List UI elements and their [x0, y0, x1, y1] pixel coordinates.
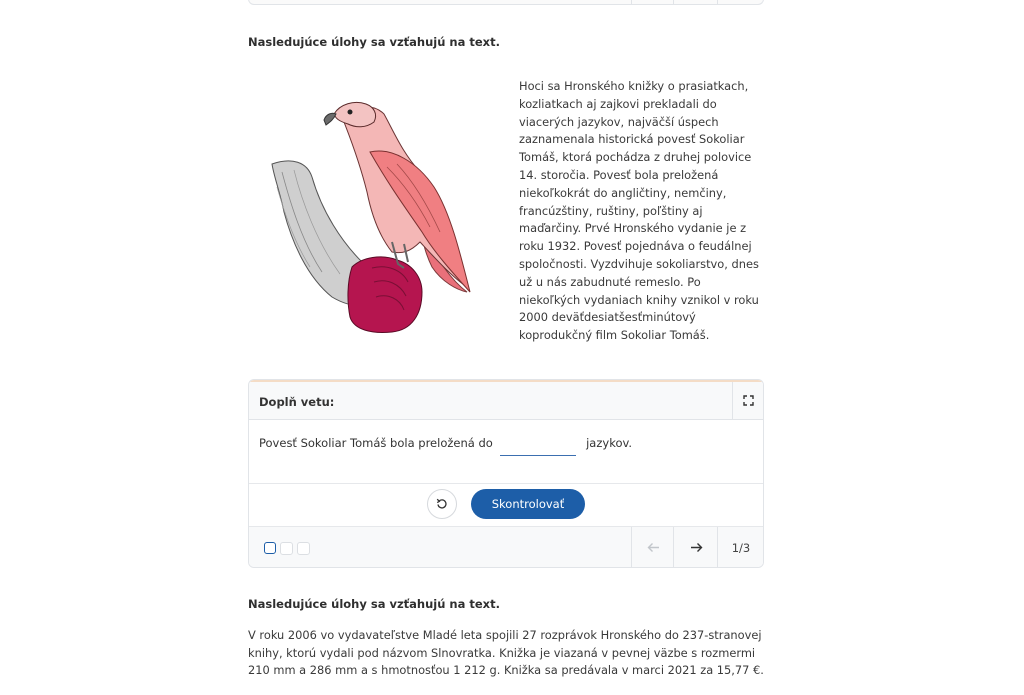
reset-button[interactable]	[427, 489, 457, 519]
sentence-after: jazykov.	[586, 436, 633, 450]
section-heading: Nasledujúce úlohy sa vzťahujú na text.	[248, 597, 500, 611]
falcon-on-glove-illustration	[262, 92, 492, 342]
exercise-header	[249, 382, 763, 420]
second-paragraph: V roku 2006 vo vydavateľstve Mladé leta spojili 27 rozprávok Hronského do 237-stranovej knihy, ktorú vydali pod názvom Slnovratka. Knižka je viazaná v pevnej väzbe s rozmermi 210 mm a 286 mm a s hmotnosťou 1 212 g. Knižka sa predávala v marci 2021 za 15,77 €.	[248, 628, 764, 678]
progress-dots	[264, 542, 310, 555]
arrow-right-icon	[690, 542, 703, 553]
page-indicator: 1/3	[717, 527, 764, 568]
section-heading: Nasledujúce úlohy sa vzťahujú na text.	[248, 35, 500, 49]
intro-paragraph: Hoci sa Hronského knižky o prasiatkach, kozliatkach aj zajkovi prekladali do viacerých jazykov, najväčší úspech zaznamenala historická povesť Sokoliar Tomáš, ktorá pochádza z druhej polovice 14. storočia. Povesť bola preložená niekoľkokrát do angličtiny, nemčiny, francúzštiny, ruštiny, poľštiny aj maďarčiny. Prvé Hronského vydanie je z roku 1932. Povesť pojednáva o feudálnej spoločnosti. Vyzdvihuje sokoliarstvo, dnes už u nás zabudnuté remeslo. Po niekoľkých vydaniach knihy vznikol v roku 2000 deväťdesiatšesťminútový koprodukčný film Sokoliar Tomáš.	[519, 79, 759, 343]
check-button[interactable]: Skontrolovať	[471, 489, 585, 519]
exercise-sentence	[259, 436, 632, 456]
progress-dot-1[interactable]	[264, 542, 276, 554]
exercise-card	[248, 379, 764, 568]
next-button[interactable]	[673, 527, 718, 568]
reset-icon	[436, 498, 448, 510]
exercise-title: Doplň vetu:	[259, 395, 335, 409]
previous-card-footer	[248, 0, 764, 5]
exercise-footer	[249, 526, 763, 568]
sentence-before: Povesť Sokoliar Tomáš bola preložená do	[259, 436, 493, 450]
progress-dot-2[interactable]	[280, 542, 293, 555]
prev-button[interactable]	[631, 527, 674, 568]
progress-dot-3[interactable]	[297, 542, 310, 555]
answer-input[interactable]	[500, 439, 576, 456]
arrow-left-icon	[647, 542, 660, 553]
fullscreen-button[interactable]	[732, 382, 763, 419]
fullscreen-icon	[743, 395, 754, 406]
